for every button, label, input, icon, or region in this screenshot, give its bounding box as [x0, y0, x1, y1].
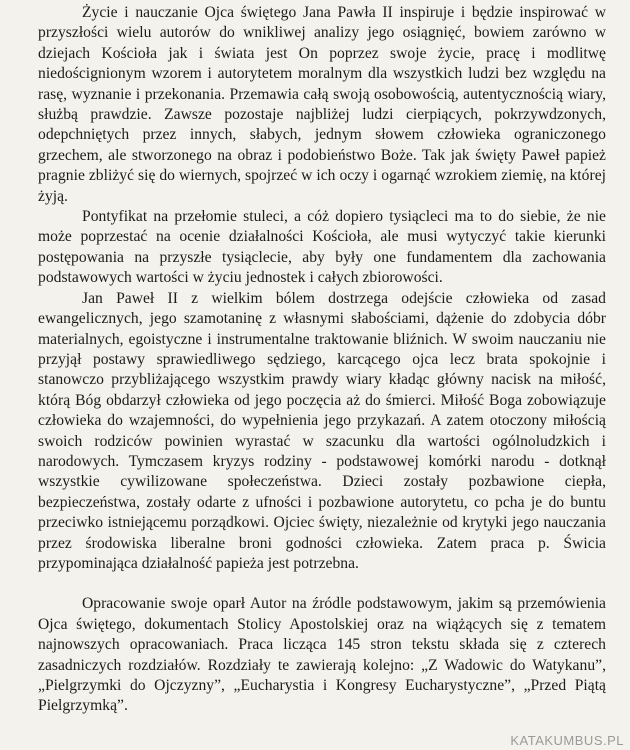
paragraph-1: Życie i nauczanie Ojca świętego Jana Pawła II inspiruje i będzie inspirować w przyszłości wielu autorów do wnikliwej analizy jego osiągnięć, bowiem zarówno w dziejach Kościoła jak i świata jest On poprzez swoje życie, pracę i modlitwę niedoścignionym wzorem i autorytetem moralnym dla wszystkich ludzi bez względu na rasę, wyznanie i przekonania. Przemawia całą swoją osobowością, autentycznością wiary, służbą prawdzie. Zawsze pozostaje najbliżej ludzi cierpiących, pokrzywdzonych, odepchniętych przez innych, słabych, jednym słowem człowieka ograniczonego grzechem, ale stworzonego na obraz i podobieństwo Boże. Tak jak święty Paweł papież pragnie zbliżyć się do wiernych, spojrzeć w ich oczy i ogarnąć wzrokiem ziemię, na której żyją.	[38, 4, 606, 205]
paragraph-4: Opracowanie swoje oparł Autor na źródle podstawowym, jakim są przemówienia Ojca świętego, dokumentach Stolicy Apostolskiej oraz na wiążących się z tematem najnowszych opracowaniach. Praca licząca 145 stron tekstu składa się z czterech zasadniczych rozdziałów. Rozdziały te zawierają kolejno: „Z Wadowic do Watykanu”, „Pielgrzymki do Ojczyzny”, „Eucharystia i Kongresy Eucharystyczne”, „Przed Piątą Pielgrzymką”.	[38, 595, 606, 715]
paragraph-2: Pontyfikat na przełomie stuleci, a cóż dopiero tysiącleci ma to do siebie, że nie może poprzestać na ocenie działalności Kościoła, ale musi wytyczyć takie kierunki postępowania na przyszłe tysiąclecie, aby były one fundamentem dla zachowania podstawowych wartości w życiu jednostek i całych zbiorowości.	[38, 208, 606, 287]
paragraph-3: Jan Paweł II z wielkim bólem dostrzega odejście człowieka od zasad ewangelicznych, jego szamotaninę z własnymi słabościami, dążenie do zdobycia dóbr materialnych, egoistyczne i instrumentalne traktowanie bliźnich. W swoim nauczaniu nie przyjął postawy sprawiedliwego sędziego, karcącego ojca lecz brata spokojnie i stanowczo przybliżającego wszystkim prawdy wiary kładąc główny nacisk na miłość, którą Bóg obdarzył człowieka od jego poczęcia aż do śmierci. Miłość Boga zobowiązuje człowieka do wzajemności, do wypełnienia jego przykazań. A zatem otoczony miłością swoich rodziców powinien wyrastać w szacunku dla wartości ogólnoludzkich i narodowych. Tymczasem kryzys rodziny - podstawowej komórki narodu - dotknął wszystkie cywilizowane społeczeństwa. Dzieci zostały pozbawione ciepła, bezpieczeństwa, zostały odarte z ufności i pozbawione autorytetu, co pcha je do buntu przeciwko istniejącemu porządkowi. Ojciec święty, niezależnie od krytyki jego nauczania przez środowiska liberalne broni godności człowieka. Zatem praca p. Świcia przypominająca działalność papieża jest potrzebna.	[38, 289, 606, 572]
watermark: KATAKUMBUS.PL	[510, 733, 624, 748]
